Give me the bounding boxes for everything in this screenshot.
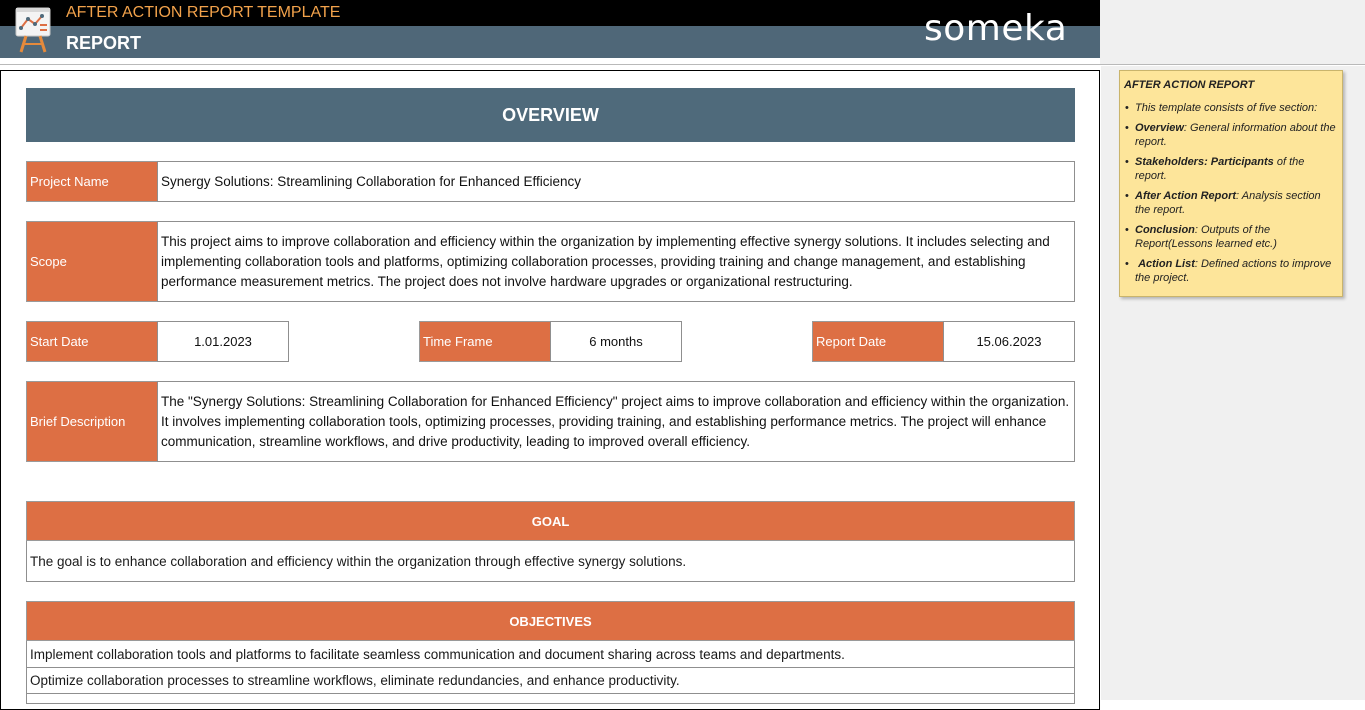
app-title: AFTER ACTION REPORT TEMPLATE [66, 4, 341, 21]
overview-heading: OVERVIEW [26, 88, 1075, 142]
goal-text[interactable]: The goal is to enhance collaboration and efficiency within the organization through effective synergy solutions. [26, 541, 1075, 582]
brief-description-field[interactable]: The "Synergy Solutions: Streamlining Collaboration for Enhanced Efficiency" project aims to improve collaboration and efficiency within the organization. It involves implementing collaboration tools, optimizing processes, providing training, and establishing performance metrics. The project will enhance communication, streamline workflows, and drive productivity, leading to improved overall efficiency. [157, 381, 1075, 462]
start-date-field[interactable]: 1.01.2023 [157, 321, 289, 362]
note-item: • Stakeholders: Participants of the report. [1135, 155, 1338, 184]
note-item: • Action List: Defined actions to improve the project. [1135, 257, 1338, 286]
objectives-heading: OBJECTIVES [26, 601, 1075, 641]
project-name-label: Project Name [26, 161, 158, 202]
presentation-board-icon [12, 4, 54, 54]
brief-description-label: Brief Description [26, 381, 158, 462]
scope-field[interactable]: This project aims to improve collaboration and efficiency within the organization by implementing effective synergy solutions. It includes selecting and implementing collaboration tools and platforms, optimizing collaboration processes, providing training and change management, and establishing performance measurement metrics. The project does not involve hardware upgrades or organizational restructuring. [157, 221, 1075, 302]
objective-item[interactable]: Implement collaboration tools and platforms to facilitate seamless communication and document sharing across teams and departments. [26, 641, 1075, 668]
note-item: • Overview: General information about the report. [1135, 121, 1338, 150]
page-title: REPORT [66, 33, 142, 53]
project-name-field[interactable]: Synergy Solutions: Streamlining Collaboration for Enhanced Efficiency [157, 161, 1075, 202]
time-frame-field[interactable]: 6 months [550, 321, 682, 362]
objective-item[interactable]: Optimize collaboration processes to streamline workflows, eliminate redundancies, and enhance productivity. [26, 668, 1075, 694]
header-spacer [1100, 0, 1365, 64]
instructions-note [1119, 70, 1343, 297]
app-header [0, 0, 1100, 58]
note-item: • Conclusion: Outputs of the Report(Lessons learned etc.) [1135, 223, 1338, 252]
time-frame-label: Time Frame [419, 321, 551, 362]
report-date-label: Report Date [812, 321, 944, 362]
note-item: • After Action Report: Analysis section the report. [1135, 189, 1338, 218]
scope-label: Scope [26, 221, 158, 302]
note-title: AFTER ACTION REPORT [1124, 79, 1255, 91]
someka-logo[interactable]: someka [924, 8, 1068, 49]
note-list [1124, 101, 1338, 286]
goal-heading: GOAL [26, 501, 1075, 541]
note-intro: • This template consists of five section: [1135, 101, 1338, 116]
report-date-field[interactable]: 15.06.2023 [943, 321, 1075, 362]
header-divider [0, 64, 1365, 65]
start-date-label: Start Date [26, 321, 158, 362]
objective-item-empty[interactable] [26, 694, 1075, 704]
